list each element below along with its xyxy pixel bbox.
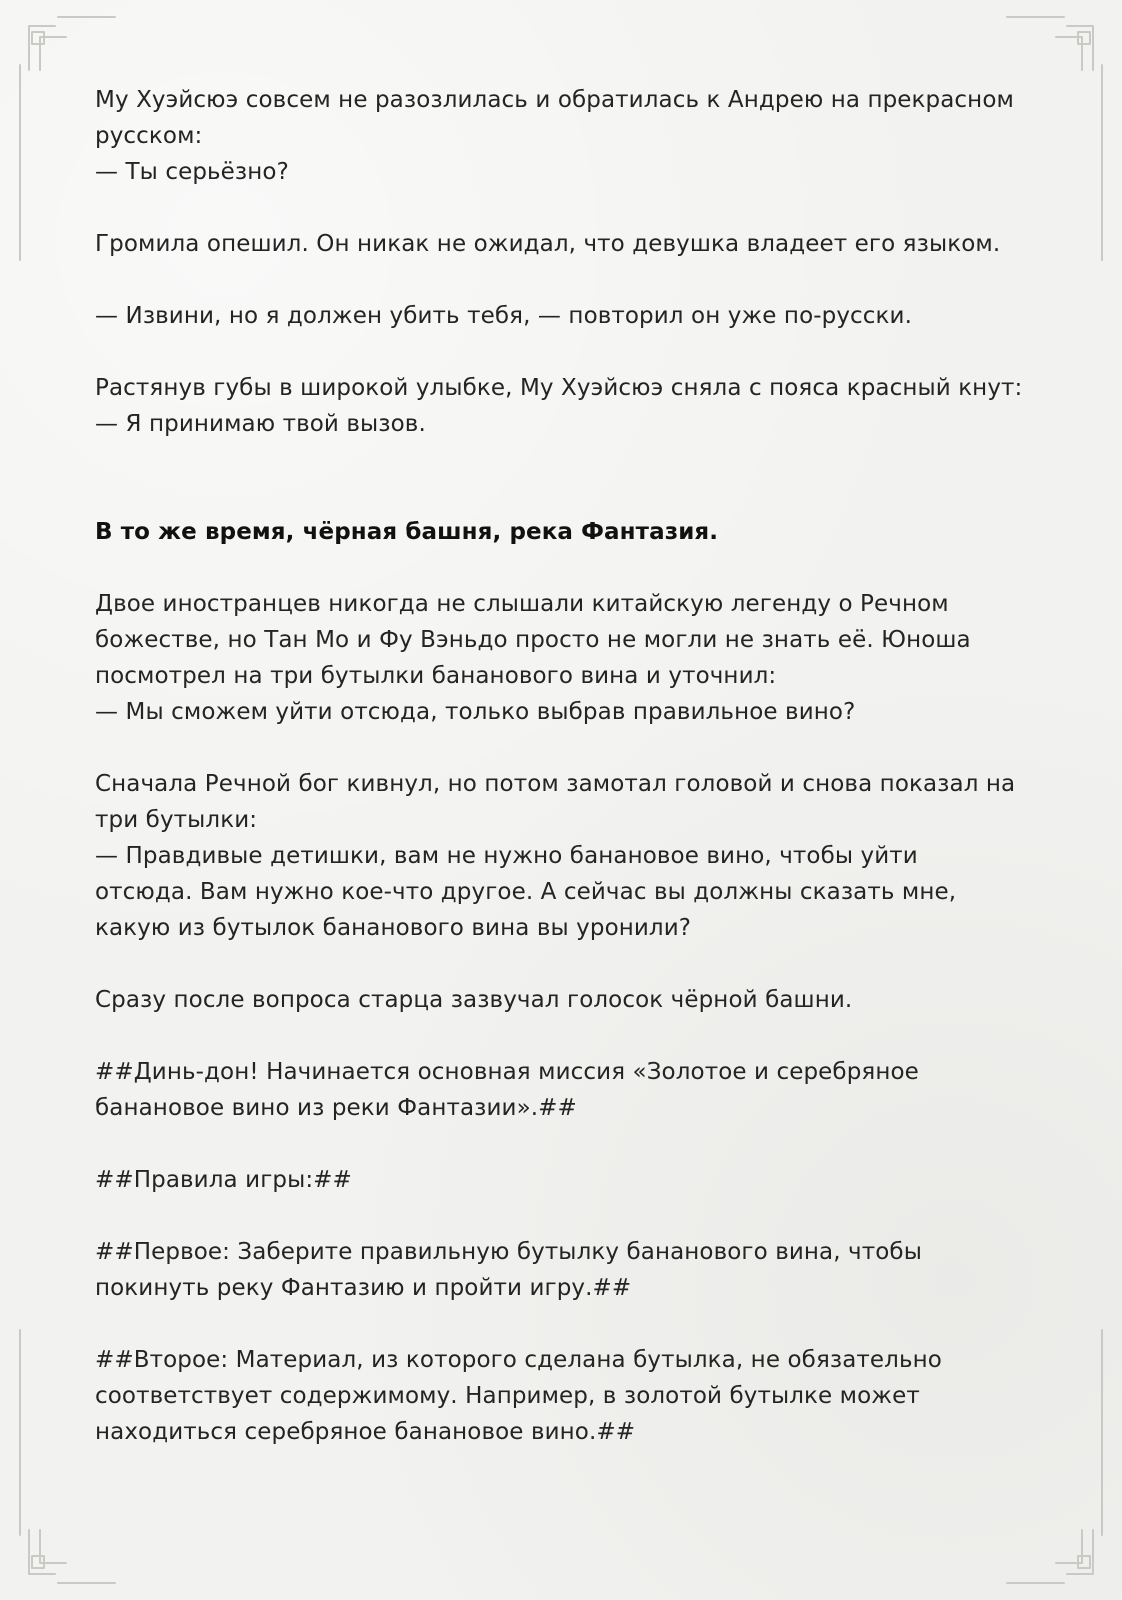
text-line: ##Правила игры:## [95, 1167, 352, 1193]
paragraph [95, 1234, 1035, 1306]
paragraph-gap [95, 550, 1035, 586]
paragraph-gap [95, 1306, 1035, 1342]
text-line: соответствует содержимому. Например, в золотой бутылке может [95, 1383, 920, 1409]
section-heading-block [95, 514, 1035, 550]
paragraph [95, 298, 1035, 334]
text-line: ##Первое: Заберите правильную бутылку бананового вина, чтобы [95, 1239, 922, 1265]
text-line: божестве, но Тан Мо и Фу Вэньдо просто не могли не знать её. Юноша [95, 627, 971, 653]
paragraph-gap [95, 262, 1035, 298]
text-line: Сначала Речной бог кивнул, но потом замотал головой и снова показал на [95, 771, 1016, 797]
text-line: покинуть реку Фантазию и пройти игру.## [95, 1275, 632, 1301]
text-line: — Мы сможем уйти отсюда, только выбрав правильное вино? [95, 699, 856, 725]
text-line: Му Хуэйсюэ совсем не разозлилась и обратилась к Андрею на прекрасном [95, 87, 1014, 113]
paragraph-gap [95, 190, 1035, 226]
text-line: ##Динь-дон! Начинается основная миссия «Золотое и серебряное [95, 1059, 919, 1085]
paragraph [95, 766, 1035, 946]
paragraph-gap [95, 334, 1035, 370]
paragraph [95, 370, 1035, 442]
paragraph [95, 1054, 1035, 1126]
text-line: посмотрел на три бутылки бананового вина и уточнил: [95, 663, 777, 689]
text-line: — Извини, но я должен убить тебя, — повторил он уже по-русски. [95, 303, 912, 329]
text-line: три бутылки: [95, 807, 258, 833]
text-line: Громила опешил. Он никак не ожидал, что девушка владеет его языком. [95, 231, 1001, 257]
paragraph-gap [95, 1018, 1035, 1054]
text-line: отсюда. Вам нужно кое-что другое. А сейчас вы должны сказать мне, [95, 879, 957, 905]
paragraph-gap [95, 946, 1035, 982]
text-line: Сразу после вопроса старца зазвучал голосок чёрной башни. [95, 987, 853, 1013]
text-line: — Ты серьёзно? [95, 159, 289, 185]
text-line: — Правдивые детишки, вам не нужно банановое вино, чтобы уйти [95, 843, 918, 869]
text-line: русском: [95, 123, 203, 149]
paragraph-gap [95, 730, 1035, 766]
paragraph [95, 586, 1035, 730]
section-heading: В то же время, чёрная башня, река Фантазия. [95, 519, 719, 545]
document-body [95, 82, 1035, 1450]
text-line: Растянув губы в широкой улыбке, Му Хуэйсюэ сняла с пояса красный кнут: [95, 375, 1023, 401]
paragraph [95, 226, 1035, 262]
text-line: ##Второе: Материал, из которого сделана бутылка, не обязательно [95, 1347, 942, 1373]
text-line: — Я принимаю твой вызов. [95, 411, 426, 437]
paragraph [95, 982, 1035, 1018]
paragraph [95, 1342, 1035, 1450]
text-line: какую из бутылок бананового вина вы уронили? [95, 915, 692, 941]
text-line: находиться серебряное банановое вино.## [95, 1419, 636, 1445]
text-line: Двое иностранцев никогда не слышали китайскую легенду о Речном [95, 591, 949, 617]
paragraph-gap [95, 1126, 1035, 1162]
section-gap [95, 442, 1035, 514]
paragraph [95, 82, 1035, 190]
paragraph [95, 1162, 1035, 1198]
text-line: банановое вино из реки Фантазии».## [95, 1095, 577, 1121]
paragraph-gap [95, 1198, 1035, 1234]
